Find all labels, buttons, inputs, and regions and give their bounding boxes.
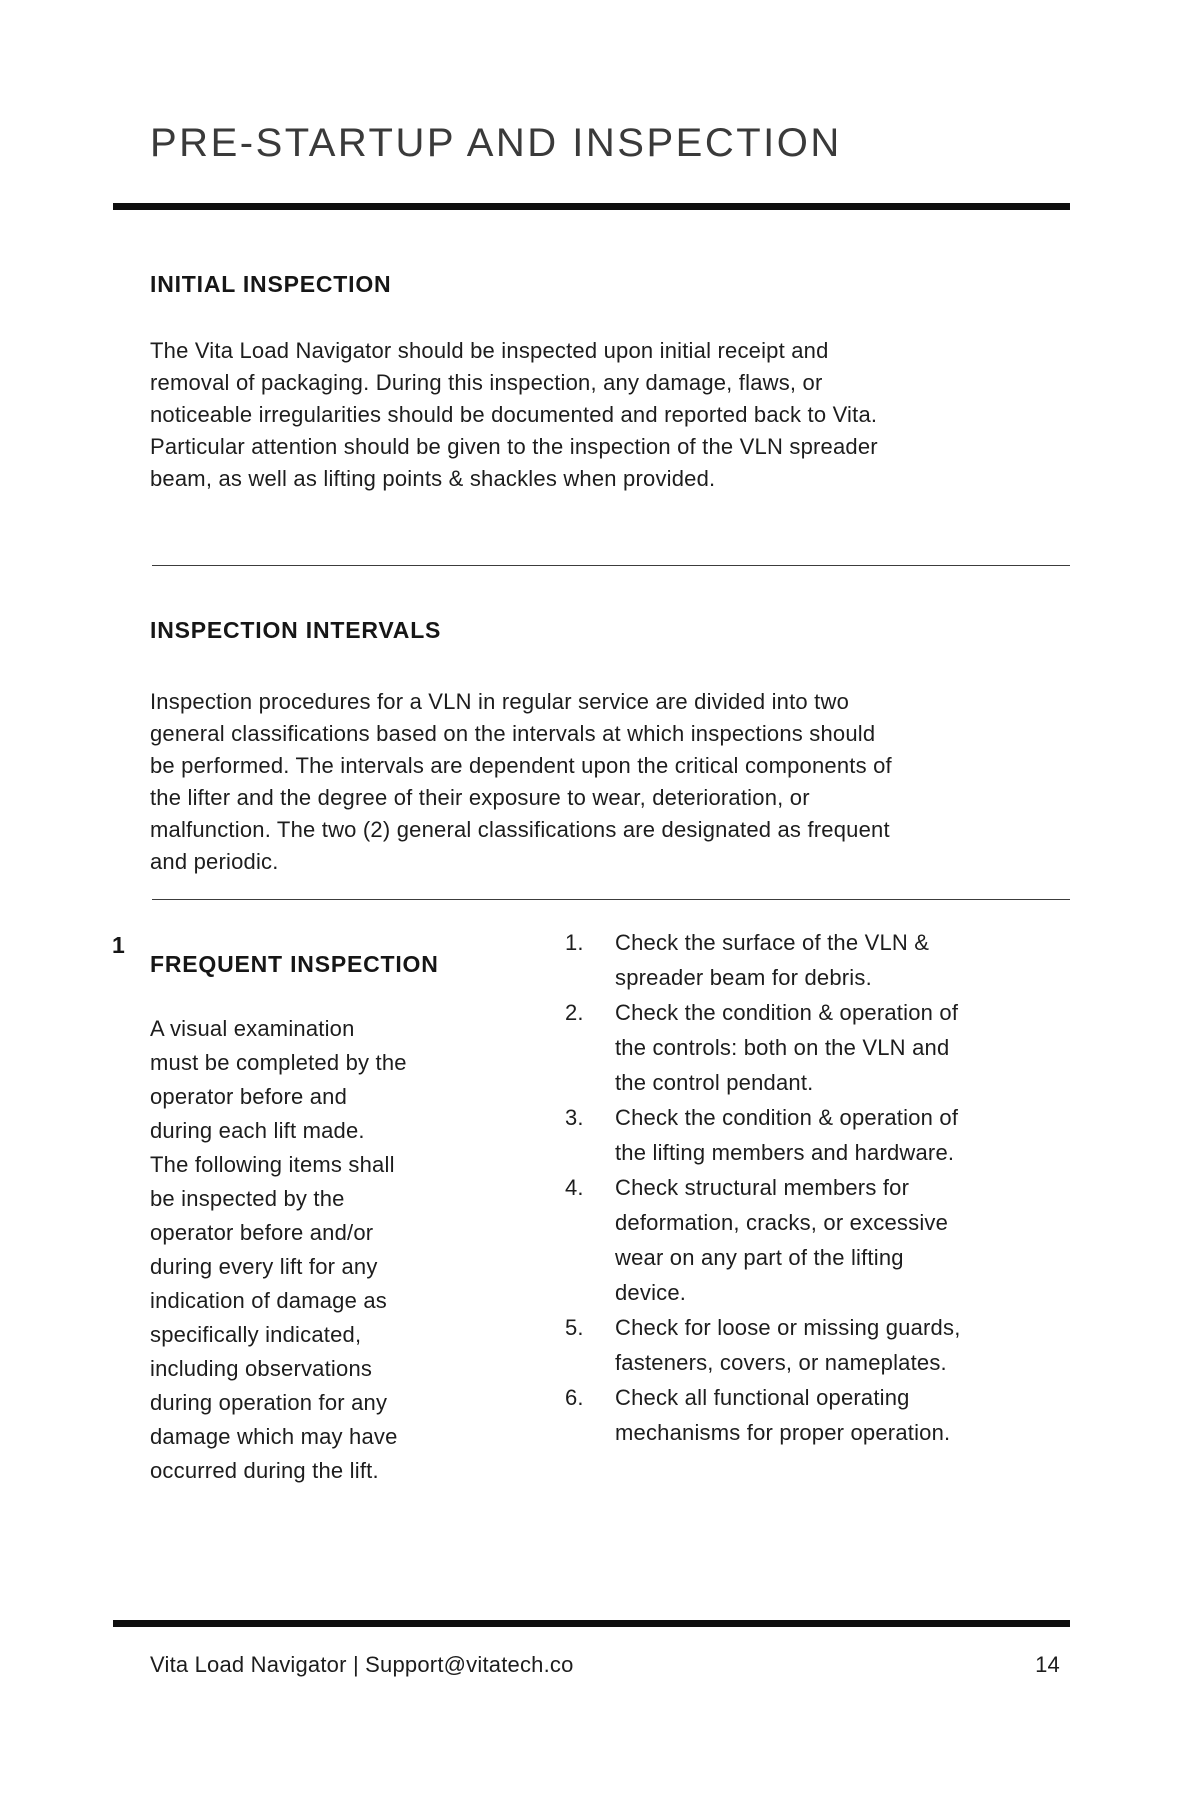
frequent-inspection-checklist: [565, 925, 1065, 1450]
page-title: PRE-STARTUP AND INSPECTION: [150, 120, 842, 165]
checklist-item-number: 3.: [565, 1105, 584, 1130]
initial-inspection-body: The Vita Load Navigator should be inspected upon initial receipt and removal of packaging. During this inspection, any damage, flaws, or noticeable irregularities should be documented and reported back to Vita. Particular attention should be given to the inspection of the VLN spreader beam, as well as lifting points & shackles when provided.: [150, 338, 878, 491]
checklist-item-text: Check the surface of the VLN & spreader beam for debris.: [615, 930, 930, 990]
section-divider: [152, 565, 1070, 566]
frequent-inspection-section-number: 1: [112, 932, 125, 958]
checklist-item-text: Check the condition & operation of the lifting members and hardware.: [615, 1105, 959, 1165]
checklist-item-number: 6.: [565, 1385, 584, 1410]
checklist-item: [565, 925, 1065, 995]
checklist-item-text: Check structural members for deformation, cracks, or excessive wear on any part of the lifting device.: [615, 1175, 949, 1305]
checklist-item-number: 2.: [565, 1000, 584, 1025]
title-divider-rule: [113, 203, 1070, 210]
checklist-item: [565, 1100, 1065, 1170]
frequent-inspection-body: A visual examination must be completed by the operator before and during each lift made. The following items shall be inspected by the operator before and/or during every lift for any indication of damage as specifically indicated, including observations during operation for any damage which may have occurred during the lift.: [150, 1016, 407, 1483]
checklist-item: [565, 1310, 1065, 1380]
checklist-item-text: Check the condition & operation of the controls: both on the VLN and the control pendant.: [615, 1000, 959, 1095]
page-footer: [150, 1652, 1060, 1678]
inspection-intervals-body: Inspection procedures for a VLN in regular service are divided into two general classifications based on the intervals at which inspections should be performed. The intervals are dependent upon the critical components of the lifter and the degree of their exposure to wear, deterioration, or malfunction. The two (2) general classifications are designated as frequent and periodic.: [150, 689, 892, 874]
section-divider: [152, 899, 1070, 900]
checklist-item: [565, 1170, 1065, 1310]
checklist-item-number: 5.: [565, 1315, 584, 1340]
footer-page-number: 14: [1035, 1652, 1060, 1677]
checklist-item: [565, 1380, 1065, 1450]
checklist-item: [565, 995, 1065, 1100]
checklist-item-number: 1.: [565, 930, 584, 955]
inspection-intervals-heading: INSPECTION INTERVALS: [150, 617, 442, 644]
initial-inspection-heading: INITIAL INSPECTION: [150, 271, 392, 298]
footer-contact: Vita Load Navigator | Support@vitatech.co: [150, 1652, 574, 1677]
footer-divider-rule: [113, 1620, 1070, 1627]
checklist-item-text: Check for loose or missing guards, fasteners, covers, or nameplates.: [615, 1315, 961, 1375]
frequent-inspection-heading: FREQUENT INSPECTION: [150, 951, 439, 978]
checklist-item-text: Check all functional operating mechanisms for proper operation.: [615, 1385, 951, 1445]
checklist-item-number: 4.: [565, 1175, 584, 1200]
